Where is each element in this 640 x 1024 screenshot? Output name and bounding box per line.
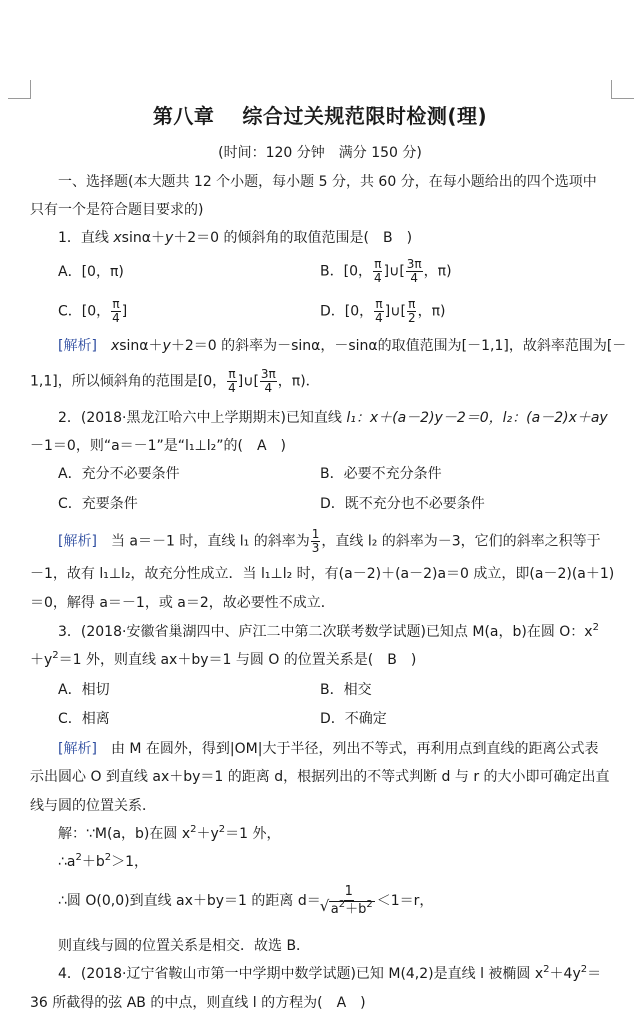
q3-option-b: B．相交 — [320, 682, 372, 698]
q2-stem: 2．(2018·黑龙江哈六中上学期期末)已知直线 l₁：x＋(a－2)y－2＝0，l₂：(a－2)x＋ay — [58, 410, 608, 426]
analysis-tag: [解析] — [58, 338, 97, 354]
q3-solution-step3: ∴圆 O(0,0)到直线 ax＋by＝1 的距离 d＝ 1 √ $a^2+b^2$ ＜1＝r， — [58, 884, 433, 918]
q3-explanation-end: 线与圆的位置关系． — [30, 798, 156, 814]
q2-option-b: B．必要不充分条件 — [320, 466, 442, 482]
q2-option-c: C．充要条件 — [58, 496, 138, 512]
q1-option-c: C．[0， $\frac{\pi}{4}$ ] — [58, 297, 128, 325]
q3-stem: 3．(2018·安徽省巢湖四中、庐江二中第二次联考数学试题)已知点 M(a，b)在圆 O：$x^2$ — [58, 622, 599, 640]
q1-option-d: D．[0， $\frac{\pi}{4}$ ]∪[ $\frac{\pi}{2}$ ，π) — [320, 297, 446, 325]
section-instructions: 一、选择题(本大题共 12 个小题，每小题 5 分，共 60 分，在每小题给出的四个选项中 — [58, 174, 597, 190]
q1-option-b: B．[0， $\frac{\pi}{4}$ ]∪[ $\frac{3\pi}{4}$ ，π) — [320, 257, 452, 285]
page-title: 第八章 综合过关规范限时检测(理) — [152, 104, 488, 128]
q1-option-a: A．[0，π) — [58, 264, 124, 280]
q3-option-a: A．相切 — [58, 682, 110, 698]
analysis-tag: [解析] — [58, 741, 97, 757]
q3-explanation: [解析] 由 M 在圆外，得到|OM|大于半径，列出不等式，再利用点到直线的距离公式表 — [58, 741, 599, 757]
q2-explanation-cont: －1，故有 l₁⊥l₂，故充分性成立．当 l₁⊥l₂ 时，有(a－2)＋(a－2)a＝0 成立，即(a－2)(a＋1) — [30, 566, 615, 582]
q1-stem: 1．直线 xsinα＋y＋2＝0 的倾斜角的取值范围是( B ) — [58, 230, 413, 246]
q3-conclusion: 则直线与圆的位置关系是相交．故选 B． — [58, 938, 311, 954]
section-instructions-cont: 只有一个是符合题目要求的) — [30, 202, 204, 218]
q2-option-d: D．既不充分也不必要条件 — [320, 496, 485, 512]
q3-solution-step1: 解：∵M(a，b)在圆 $x^2+y^2=1$ 外， — [58, 824, 281, 842]
page-corner-mark-right — [611, 80, 634, 99]
q3-option-d: D．不确定 — [320, 711, 387, 727]
analysis-tag: [解析] — [58, 533, 97, 550]
q3-solution-step2: $\therefore a^2+b^2>1$， — [58, 852, 149, 870]
q3-stem-cont: $+y^2=1$ 外，则直线 ax＋by＝1 与圆 O 的位置关系是( B ) — [30, 650, 417, 668]
q1-explanation-cont: 1,1]，所以倾斜角的范围是[0， $\frac{\pi}{4}$ ]∪[ $\frac{3\pi}{4}$ ，π)． — [30, 367, 320, 395]
q2-option-a: A．充分不必要条件 — [58, 466, 180, 482]
q2-explanation-end: ＝0，解得 a＝－1，或 a＝2，故必要性不成立． — [30, 595, 335, 611]
exam-info: (时间：120 分钟 满分 150 分) — [218, 145, 422, 161]
q1-explanation: [解析] xsinα＋y＋2＝0 的斜率为－sinα，－sinα的取值范围为[－1,1]，故斜率范围为[－ — [58, 338, 627, 354]
q3-option-c: C．相离 — [58, 711, 110, 727]
q4-stem: 4．(2018·辽宁省鞍山市第一中学期中数学试题)已知 M(4,2)是直线 l 被椭圆 $x^2+4y^2=$ — [58, 964, 602, 982]
q2-stem-cont: －1＝0，则“a＝－1”是“l₁⊥l₂”的( A ) — [30, 438, 287, 454]
q4-stem-cont: 36 所截得的弦 AB 的中点，则直线 l 的方程为( A ) — [30, 995, 366, 1011]
q2-explanation: [解析] 当 a＝－1 时，直线 l₁ 的斜率为 $\frac{1}{3}$ ，直线 l₂ 的斜率为－3，它们的斜率之积等于 — [58, 527, 601, 555]
page-corner-mark-left — [8, 80, 31, 99]
q3-explanation-cont: 示出圆心 O 到直线 ax＋by＝1 的距离 d，根据列出的不等式判断 d 与 r 的大小即可确定出直 — [30, 769, 610, 785]
